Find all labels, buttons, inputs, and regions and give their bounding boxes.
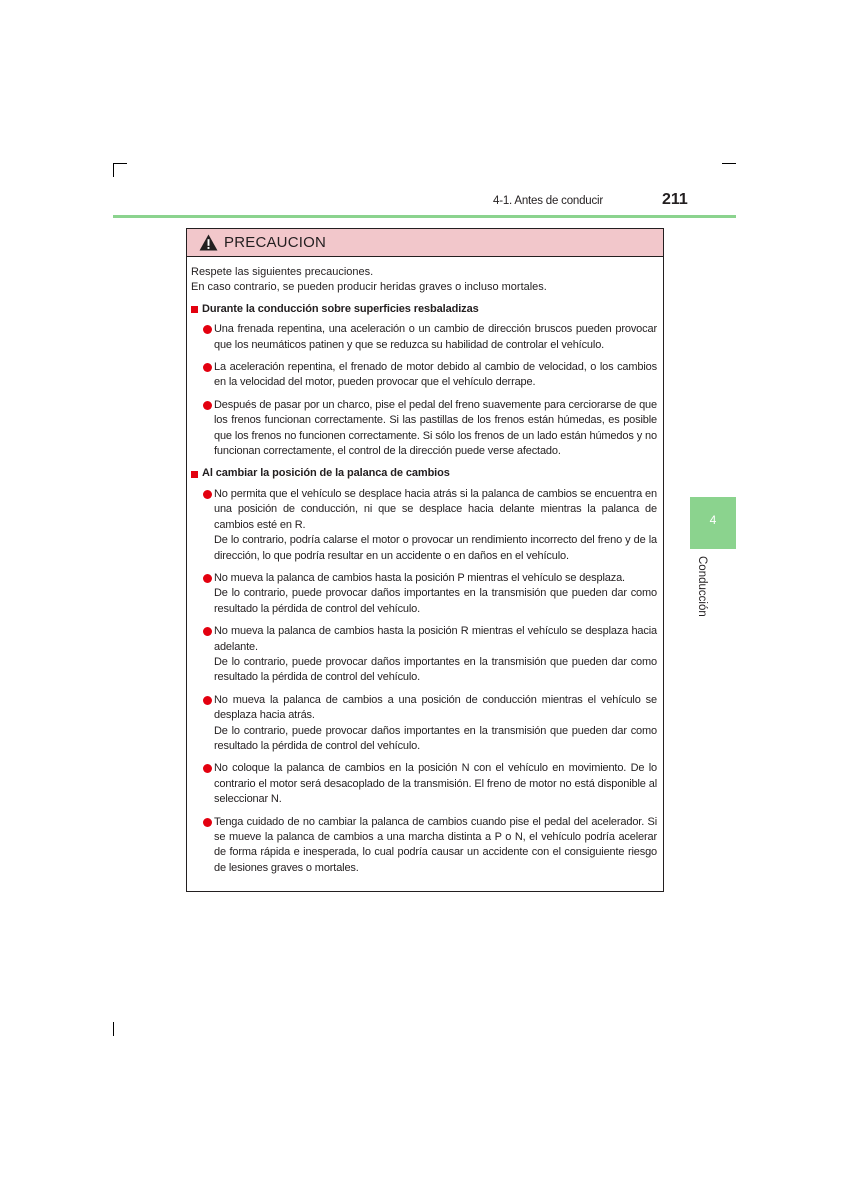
red-dot-bullet-icon <box>203 696 212 705</box>
crop-mark-bottom-left-vertical <box>113 1022 114 1036</box>
intro-line: En caso contrario, se pueden producir heridas graves o incluso mortales. <box>191 281 547 294</box>
crop-mark-top-left-horizontal <box>113 163 127 164</box>
section-title: 4-1. Antes de conducir <box>493 195 604 207</box>
page-number: 211 <box>662 191 688 208</box>
list-item <box>191 487 657 564</box>
item-paragraph: No mueva la palanca de cambios hasta la posición P mientras el vehículo se desplaza. <box>214 571 625 584</box>
item-paragraph: De lo contrario, puede provocar daños importantes en la transmisión que pueden dar como resultado la pérdida de control del vehículo. <box>214 724 657 752</box>
list-item <box>191 693 657 755</box>
caution-body <box>187 257 663 876</box>
item-paragraph: No mueva la palanca de cambios a una posición de conducción mientras el vehículo se desplaza hacia atrás. <box>214 693 657 722</box>
list-item <box>191 815 657 877</box>
red-square-bullet-icon <box>191 306 198 313</box>
item-paragraph: De lo contrario, podría calarse el motor o provocar un rendimiento incorrecto del freno y de la dirección, lo que podría resultar en un accidente o en daños en el vehículo. <box>214 534 657 562</box>
section-heading <box>191 466 657 481</box>
item-paragraph: Después de pasar por un charco, pise el pedal del freno suavemente para cerciorarse de que los frenos funcionan correctamente. Si las pastillas de los frenos están húmedas, es posible que los frenos no funcionen correctamente. Si sólo los frenos de un lado están húmedos y no funcionan correctamente, el control de la dirección puede verse afectado. <box>214 398 657 458</box>
crop-mark-top-right-horizontal <box>722 163 736 164</box>
caution-box <box>186 228 664 892</box>
red-dot-bullet-icon <box>203 363 212 372</box>
caution-title: PRECAUCION <box>224 234 327 251</box>
header-divider <box>113 215 736 218</box>
list-item <box>191 398 657 460</box>
red-dot-bullet-icon <box>203 818 212 827</box>
list-item <box>191 322 657 353</box>
red-dot-bullet-icon <box>203 574 212 583</box>
crop-mark-top-left-vertical <box>113 163 114 177</box>
chapter-label: Conducción <box>696 556 708 617</box>
list-item <box>191 624 657 686</box>
item-paragraph: Una frenada repentina, una aceleración o un cambio de dirección bruscos pueden provocar que los neumáticos patinen y que se reduzca su habilidad de controlar el vehículo. <box>214 323 657 351</box>
list-item <box>191 761 657 807</box>
section-heading <box>191 302 657 317</box>
warning-triangle-icon <box>199 234 218 251</box>
intro-line: Respete las siguientes precauciones. <box>191 266 374 278</box>
item-paragraph: No permita que el vehículo se desplace hacia atrás si la palanca de cambios se encuentra en una posición de conducción, ni que se desplace hacia delante mientras la palanca de cambios esté en R. <box>214 487 657 531</box>
section-heading-text: Durante la conducción sobre superficies resbaladizas <box>202 302 479 315</box>
red-dot-bullet-icon <box>203 401 212 410</box>
item-paragraph: La aceleración repentina, el frenado de motor debido al cambio de velocidad, o los cambios en la velocidad del motor, pueden provocar que el vehículo derrape. <box>214 361 657 389</box>
list-item <box>191 360 657 391</box>
red-dot-bullet-icon <box>203 627 212 636</box>
item-paragraph: De lo contrario, puede provocar daños importantes en la transmisión que pueden dar como resultado la pérdida de control del vehículo. <box>214 587 657 615</box>
item-paragraph: Tenga cuidado de no cambiar la palanca de cambios cuando pise el pedal del acelerador. Si se mueve la palanca de cambios a una marcha distinta a P o N, el vehículo podría acelerar de forma rápida e inesperada, lo cual podría causar un accidente con el consiguiente riesgo de lesiones graves o mortales. <box>214 815 657 874</box>
list-item <box>191 571 657 617</box>
red-square-bullet-icon <box>191 471 198 478</box>
chapter-tab: 4 <box>690 497 736 549</box>
red-dot-bullet-icon <box>203 490 212 499</box>
red-dot-bullet-icon <box>203 764 212 773</box>
item-paragraph: De lo contrario, puede provocar daños importantes en la transmisión que pueden dar como resultado la pérdida de control del vehículo. <box>214 655 657 684</box>
item-paragraph: No mueva la palanca de cambios hasta la posición R mientras el vehículo se desplaza hacia adelante. <box>214 625 657 653</box>
red-dot-bullet-icon <box>203 325 212 334</box>
item-paragraph: No coloque la palanca de cambios en la posición N con el vehículo en movimiento. De lo contrario el motor será desacoplado de la transmisión. El freno de motor no está disponible al seleccionar N. <box>214 762 657 806</box>
section-heading-text: Al cambiar la posición de la palanca de cambios <box>202 467 450 480</box>
caution-header <box>187 229 663 257</box>
